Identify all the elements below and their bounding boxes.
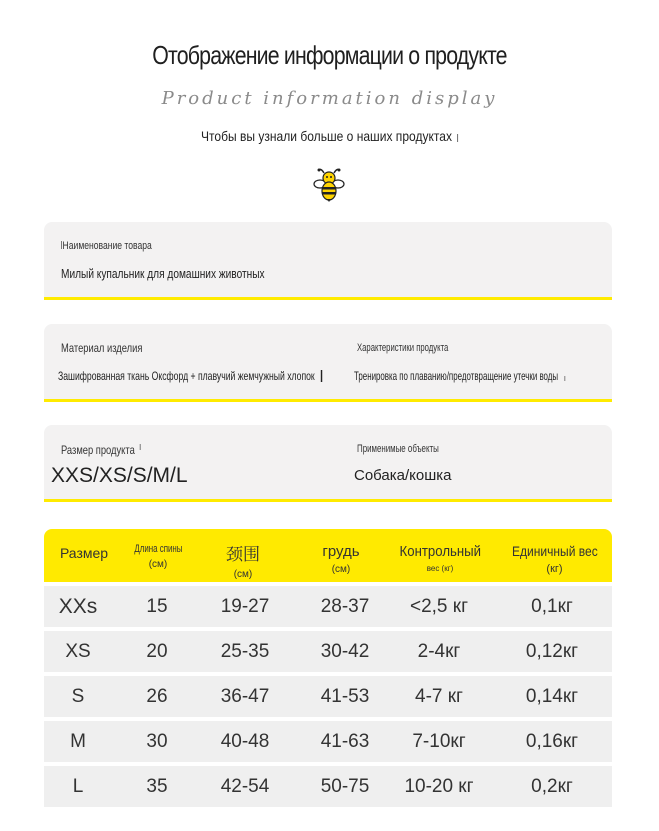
cell-back-length: 20	[146, 641, 168, 662]
table-row	[44, 721, 612, 762]
features-value	[354, 369, 565, 383]
header-chest-label: грудь	[322, 543, 360, 560]
size-value: XXS/XS/S/M/L	[51, 464, 188, 487]
cell-back-length: 35	[146, 776, 168, 797]
tick-mark	[457, 134, 458, 142]
yellow-divider	[44, 399, 612, 402]
size-label-text: Размер продукта	[61, 443, 135, 457]
size-card	[44, 425, 612, 499]
cell-control-weight: 4-7 кг	[415, 686, 463, 707]
size-table-header	[44, 529, 612, 582]
cell-neck: 36-47	[220, 686, 270, 707]
header-control-weight	[383, 543, 497, 573]
cell-control-weight: 10-20 кг	[404, 776, 474, 797]
header-unit-weight-label: Единичный вес	[511, 543, 598, 559]
cell-size: XXs	[58, 595, 98, 618]
cell-back-length: 15	[146, 596, 168, 617]
material-value-text: Зашифрованная ткань Оксфорд + плавучий жемчужный хлопок	[58, 369, 315, 383]
cell-unit-weight: 0,12кг	[525, 641, 579, 662]
cell-size: L	[72, 776, 84, 797]
header-unit-weight-unit: (кг)	[546, 563, 563, 575]
size-label	[61, 443, 140, 457]
cell-neck: 19-27	[220, 596, 270, 617]
cell-chest: 50-75	[320, 776, 370, 797]
cell-chest: 28-37	[320, 596, 370, 617]
features-label: Характеристики продукта	[357, 342, 449, 354]
cell-size: S	[71, 686, 85, 707]
table-row	[44, 586, 612, 627]
mark	[565, 376, 566, 381]
cell-control-weight: <2,5 кг	[409, 596, 469, 617]
cell-back-length: 30	[146, 731, 168, 752]
yellow-divider	[44, 499, 612, 502]
header-back-length-label: Длина спины	[133, 543, 183, 555]
cell-unit-weight: 0,1кг	[531, 596, 573, 617]
cell-neck: 25-35	[220, 641, 270, 662]
product-name-label	[61, 240, 152, 252]
material-value	[58, 369, 322, 383]
header-neck	[199, 540, 287, 580]
cell-chest: 30-42	[320, 641, 370, 662]
header-unit-weight	[497, 543, 612, 575]
cell-chest: 41-53	[320, 686, 370, 707]
bee-icon	[312, 167, 346, 203]
product-name-value: Милый купальник для домашних животных	[61, 266, 265, 281]
mark	[320, 370, 321, 382]
cell-back-length: 26	[146, 686, 168, 707]
cell-unit-weight: 0,14кг	[525, 686, 579, 707]
header-control-weight-label: Контрольный	[399, 543, 481, 560]
table-row	[44, 631, 612, 672]
header-chest-unit: (см)	[331, 564, 351, 575]
table-row	[44, 766, 612, 807]
product-name-card	[44, 222, 612, 297]
table-row	[44, 676, 612, 717]
applicable-value: Собака/кошка	[354, 467, 452, 484]
cell-neck: 40-48	[220, 731, 270, 752]
header-chest	[299, 543, 383, 575]
material-card	[44, 324, 612, 399]
header-neck-label: 颈围	[226, 545, 260, 564]
cell-size: M	[70, 731, 86, 752]
cell-chest: 41-63	[320, 731, 370, 752]
subtitle-text: Чтобы вы узнали больше о наших продуктах	[200, 128, 452, 144]
script-title: Product information display	[161, 88, 498, 109]
subtitle	[46, 128, 613, 144]
header-neck-unit: (см)	[233, 569, 253, 580]
material-label: Материал изделия	[61, 341, 143, 355]
applicable-label: Применимые объекты	[357, 443, 439, 455]
header-size	[44, 545, 124, 561]
header-control-weight-unit: вес (кг)	[426, 564, 454, 573]
mark	[139, 444, 140, 450]
product-name-label-text: Наименование товара	[62, 240, 152, 252]
cell-control-weight: 2-4кг	[417, 641, 461, 662]
features-value-text: Тренировка по плаванию/предотвращение утечки воды	[354, 369, 559, 383]
header-back-length-unit: (см)	[148, 559, 168, 570]
cell-unit-weight: 0,2кг	[531, 776, 573, 797]
header-size-label: Размер	[59, 545, 109, 561]
yellow-divider	[44, 297, 612, 300]
cell-size: XS	[65, 641, 91, 662]
cell-unit-weight: 0,16кг	[525, 731, 579, 752]
cell-neck: 42-54	[220, 776, 270, 797]
header-back-length	[124, 543, 192, 570]
page-title: Отображение информации о продукте	[152, 40, 507, 70]
cell-control-weight: 7-10кг	[412, 731, 466, 752]
